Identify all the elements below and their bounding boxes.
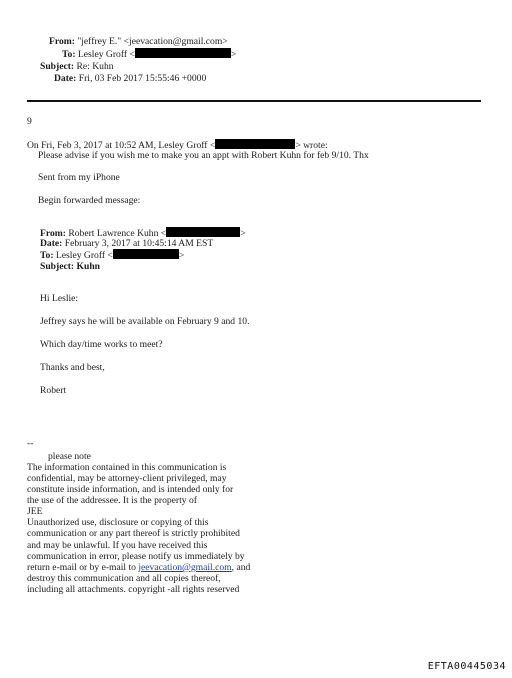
fwd-date-label: Date:	[40, 238, 63, 249]
footer-line: Unauthorized use, disclosure or copying of this	[27, 517, 209, 528]
fwd-from-value: Robert Lawrence Kuhn <	[68, 228, 167, 239]
header-from-value: "jeffrey E." <jeevacation@gmail.com>	[77, 36, 228, 47]
footer-line: the use of the addressee. It is the property of	[27, 495, 197, 506]
footer-line: including all attachments. copyright -all rights reserved	[27, 584, 240, 595]
footer-line: The information contained in this communication is	[27, 462, 227, 473]
fwd-subject-value: Kuhn	[76, 261, 100, 272]
header-to-row	[62, 48, 236, 61]
reply-text: 9	[27, 116, 32, 127]
fwd-subject-label: Subject:	[40, 261, 75, 272]
header-date-value: Fri, 03 Feb 2017 15:55:46 +0000	[78, 73, 207, 84]
fwd-signature: Robert	[40, 385, 67, 396]
redaction-bar	[215, 139, 295, 149]
quote-intro-prefix: On Fri, Feb 3, 2017 at 10:52 AM, Lesley Groff <	[27, 140, 216, 151]
footer-line: destroy this communication and all copies thereof,	[27, 573, 221, 584]
header-date-label: Date:	[54, 73, 77, 84]
footer-line: communication in error, please notify us immediately by	[27, 551, 245, 562]
fwd-greeting: Hi Leslie:	[40, 293, 79, 304]
footer-email-link[interactable]: jeevacation@gmail.com	[138, 562, 232, 573]
footer-line: constitute inside information, and is intended only for	[27, 484, 234, 495]
footer-line: communication or any part thereof is strictly prohibited	[27, 528, 240, 539]
header-divider	[27, 100, 481, 102]
header-from-label: From:	[49, 36, 75, 47]
fwd-subject-row	[40, 261, 100, 273]
footer-email-prefix: return e-mail or by e-mail to	[27, 562, 139, 573]
footer-email-suffix: , and	[231, 562, 251, 573]
header-from-row	[49, 36, 228, 48]
footer-line: confidential, may be attorney-client privileged, may	[27, 473, 227, 484]
footer-dashes: --	[27, 438, 34, 449]
fwd-line-2: Which day/time works to meet?	[40, 339, 163, 350]
sent-from: Sent from my iPhone	[38, 172, 120, 183]
fwd-to-close: >	[178, 250, 185, 261]
fwd-date-value: February 3, 2017 at 10:45:14 AM EST	[64, 238, 214, 249]
bates-number: EFTA00445034	[427, 661, 506, 672]
redaction-bar	[166, 227, 240, 237]
fwd-from-label: From:	[40, 228, 66, 239]
fwd-to-value: Lesley Groff <	[55, 250, 113, 261]
quote-intro-suffix: > wrote:	[295, 140, 328, 151]
forwarded-intro: Begin forwarded message:	[38, 195, 141, 206]
redaction-bar	[113, 249, 179, 259]
fwd-line-1: Jeffrey says he will be available on February 9 and 10.	[40, 316, 250, 327]
fwd-closing: Thanks and best,	[40, 362, 105, 373]
redaction-bar	[135, 48, 231, 58]
header-subject-label: Subject:	[40, 61, 75, 72]
footer-line: and may be unlawful. If you have received this	[27, 540, 208, 551]
footer-line: JEE	[27, 506, 43, 517]
header-date-row	[54, 73, 206, 85]
header-subject-row	[40, 61, 114, 73]
footer-note: please note	[48, 451, 91, 462]
header-to-label: To:	[62, 49, 76, 60]
quoted-request: Please advise if you wish me to make you an appt with Robert Kuhn for feb 9/10. Thx	[38, 150, 369, 161]
header-to-close: >	[230, 49, 237, 60]
header-to-name: Lesley Groff <	[77, 49, 135, 60]
fwd-to-label: To:	[40, 250, 54, 261]
fwd-from-close: >	[240, 228, 246, 239]
header-subject-value: Re: Kuhn	[76, 61, 114, 72]
